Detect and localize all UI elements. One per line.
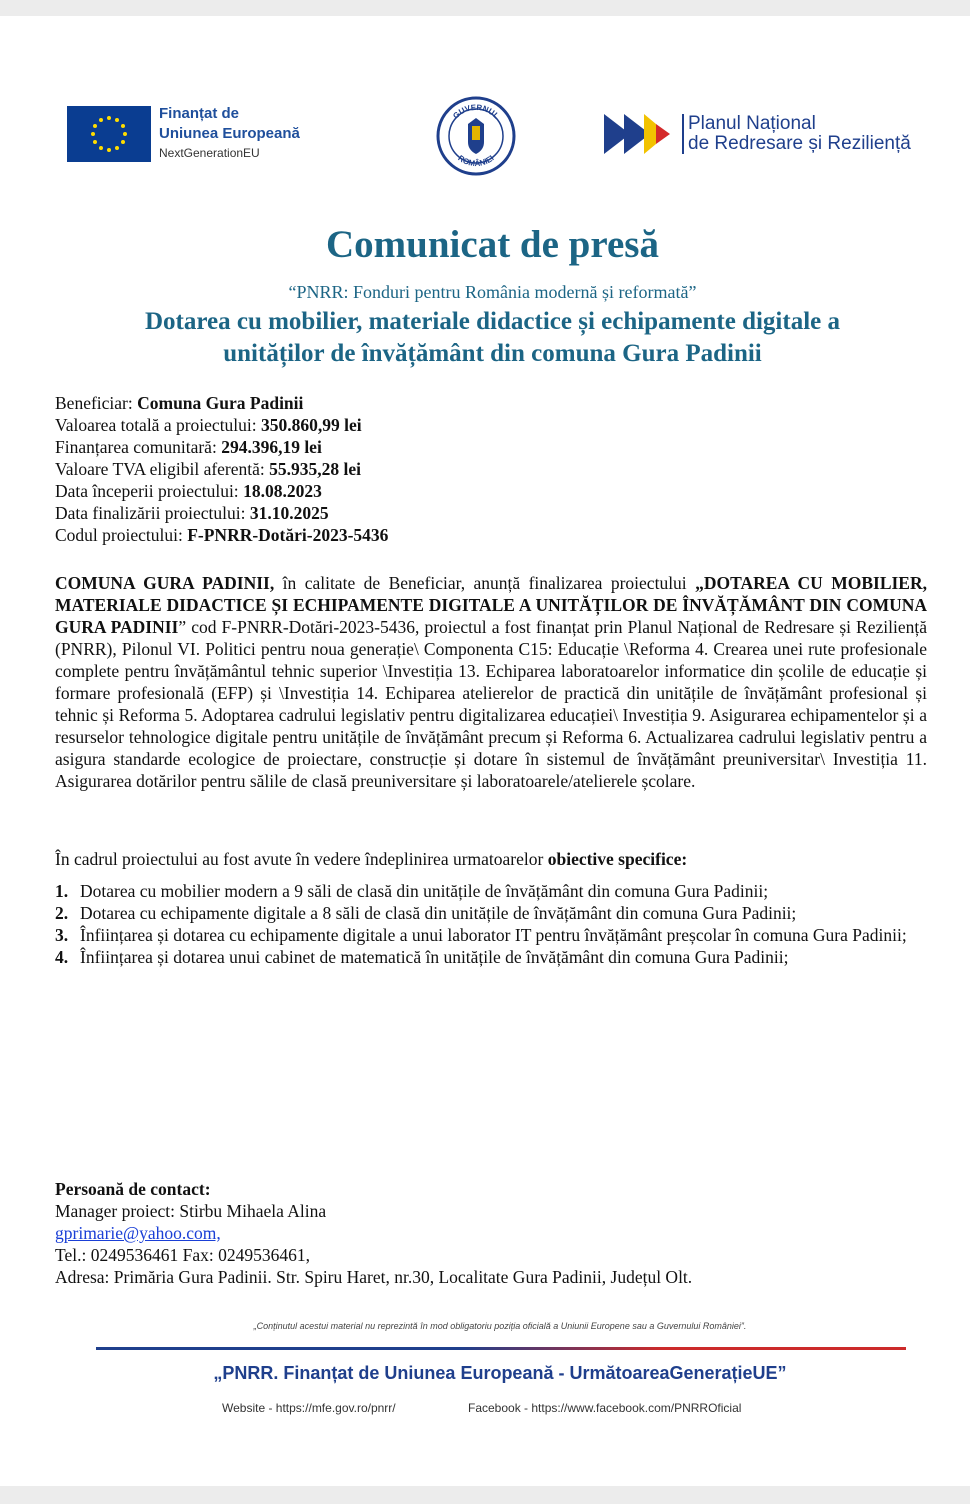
info-row: Valoarea totală a proiectului: 350.860,99 lei [55, 415, 362, 435]
info-row: Codul proiectului: F-PNRR-Dotări-2023-5436 [55, 525, 389, 545]
eu-text-line3: NextGenerationEU [159, 146, 260, 160]
main-paragraph: COMUNA GURA PADINII, în calitate de Beneficiar, anunță finalizarea proiectului „DOTAREA CU MOBILIER, MATERIALE DIDACTICE ȘI ECHIPAMENTE DIGITALE A UNITĂȚILOR DE ÎNVĂȚĂMÂNT DIN COMUNA GURA PADINII” cod F-PNRR-Dotări-2023-5436, proiectul a fost finanțat prin Planul Național de Redresare și Reziliență (PNRR), Pilonul VI. Politici pentru noua generație\ Componenta C15: Educație \Reforma 4. Crearea unei rute profesionale complete pentru învățământul tehnic superior \Investiția 13. Echiparea laboratoarelor informatice din școlile de educație și formare profesională (EFP) și \Investiția 14. Echiparea atelierelor de practică din unitățile de învățământ profesional și tehnic și Reforma 5. Adoptarea cadrului legislativ pentru digitalizarea educației\ Investiția 9. Asigurarea echipamentelor și a resurselor tehnologice digitale pentru unitățile de învățământ precum și Reforma 6. Actualizarea cadrului legislativ pentru a asigura standarde ecologice de proiectare, construcție și dotare în sistemul de învățământ preuniversitar\ Investiția 11. Asigurarea dotărilor pentru sălile de clasă preuniversitare și laboratoarele/atelierele școlare. [55, 573, 928, 791]
romanian-government-seal-icon [436, 96, 516, 176]
contact-address: Adresa: Primăria Gura Padinii. Str. Spiru Haret, nr.30, Localitate Gura Padinii, Județul Olt. [55, 1267, 693, 1287]
page-title: Comunicat de presă [326, 223, 659, 266]
seal-text-bottom: ROMÂNIEI [456, 153, 496, 169]
pnrr-arrows-icon [604, 114, 678, 154]
website-link[interactable]: Website - https://mfe.gov.ro/pnrr/ [222, 1401, 396, 1415]
project-title [80, 306, 905, 370]
project-name: „DOTAREA CU MOBILIER, MATERIALE DIDACTICE ȘI ECHIPAMENTE DIGITALE A UNITĂȚILOR DE ÎNVĂȚĂMÂNT DIN COMUNA GURA PADINII [55, 573, 927, 637]
footer-disclaimer: „Conținutul acestui material nu reprezintă în mod obligatoriu poziția oficială a Uniunii Europene sau a Guvernului României”. [253, 1321, 747, 1331]
objectives-list [55, 880, 927, 968]
eu-flag-icon [67, 106, 151, 162]
info-row: Valoare TVA eligibil aferentă: 55.935,28 lei [55, 459, 362, 479]
project-info [55, 392, 915, 546]
info-row: Data finalizării proiectului: 31.10.2025 [55, 503, 329, 523]
beneficiary-name: COMUNA GURA PADINII, [55, 573, 275, 593]
info-row: Finanțarea comunitară: 294.396,19 lei [55, 437, 322, 457]
contact-section [55, 1178, 935, 1288]
contact-email-link[interactable]: gprimarie@yahoo.com, [55, 1223, 221, 1243]
document-page [0, 16, 970, 1486]
eu-text-line1: Finanțat de [159, 105, 240, 122]
pnrr-text-line2: de Redresare și Reziliență [688, 133, 911, 154]
list-item: 3. Înființarea și dotarea cu echipamente digitale a unui laborator IT pentru învățământ preșcolar în comuna Gura Padinii; [55, 925, 907, 945]
pnrr-text-line1: Planul Național [688, 113, 816, 134]
info-row: Data începerii proiectului: 18.08.2023 [55, 481, 322, 501]
contact-manager: Manager proiect: Stirbu Mihaela Alina [55, 1201, 327, 1221]
header-logos [0, 92, 970, 182]
project-title-line2: unităților de învățământ din comuna Gura Padinii [223, 340, 762, 367]
footer-slogan: „PNRR. Finanțat de Uniunea Europeană - UrmătoareaGenerațieUE” [213, 1363, 787, 1383]
list-item: 2. Dotarea cu echipamente digitale a 8 săli de clasă din unitățile de învățământ din comuna Gura Padinii; [55, 903, 797, 923]
footer [0, 1321, 970, 1415]
info-row: Beneficiar: Comuna Gura Padinii [55, 393, 304, 413]
list-item: 1. Dotarea cu mobilier modern a 9 săli de clasă din unitățile de învățământ din comuna Gura Padinii; [55, 881, 769, 901]
eu-text-line2: Uniunea Europeană [159, 125, 300, 142]
list-item: 4. Înființarea și dotarea unui cabinet de matematică în unitățile de învățământ din comuna Gura Padinii; [55, 947, 789, 967]
seal-text-top: GUVERNUL [451, 102, 501, 121]
objectives-intro: În cadrul proiectului au fost avute în vedere îndeplinirea urmatoarelor obiective specifice: [55, 849, 688, 869]
contact-heading: Persoană de contact: [55, 1179, 211, 1199]
footer-divider [96, 1347, 906, 1350]
contact-phone: Tel.: 0249536461 Fax: 0249536461, [55, 1245, 310, 1265]
subtitle: “PNRR: Fonduri pentru România modernă și reformată” [288, 282, 697, 302]
facebook-link[interactable]: Facebook - https://www.facebook.com/PNRROficial [468, 1401, 742, 1415]
project-title-line1: Dotarea cu mobilier, materiale didactice și echipamente digitale a [144, 308, 840, 335]
